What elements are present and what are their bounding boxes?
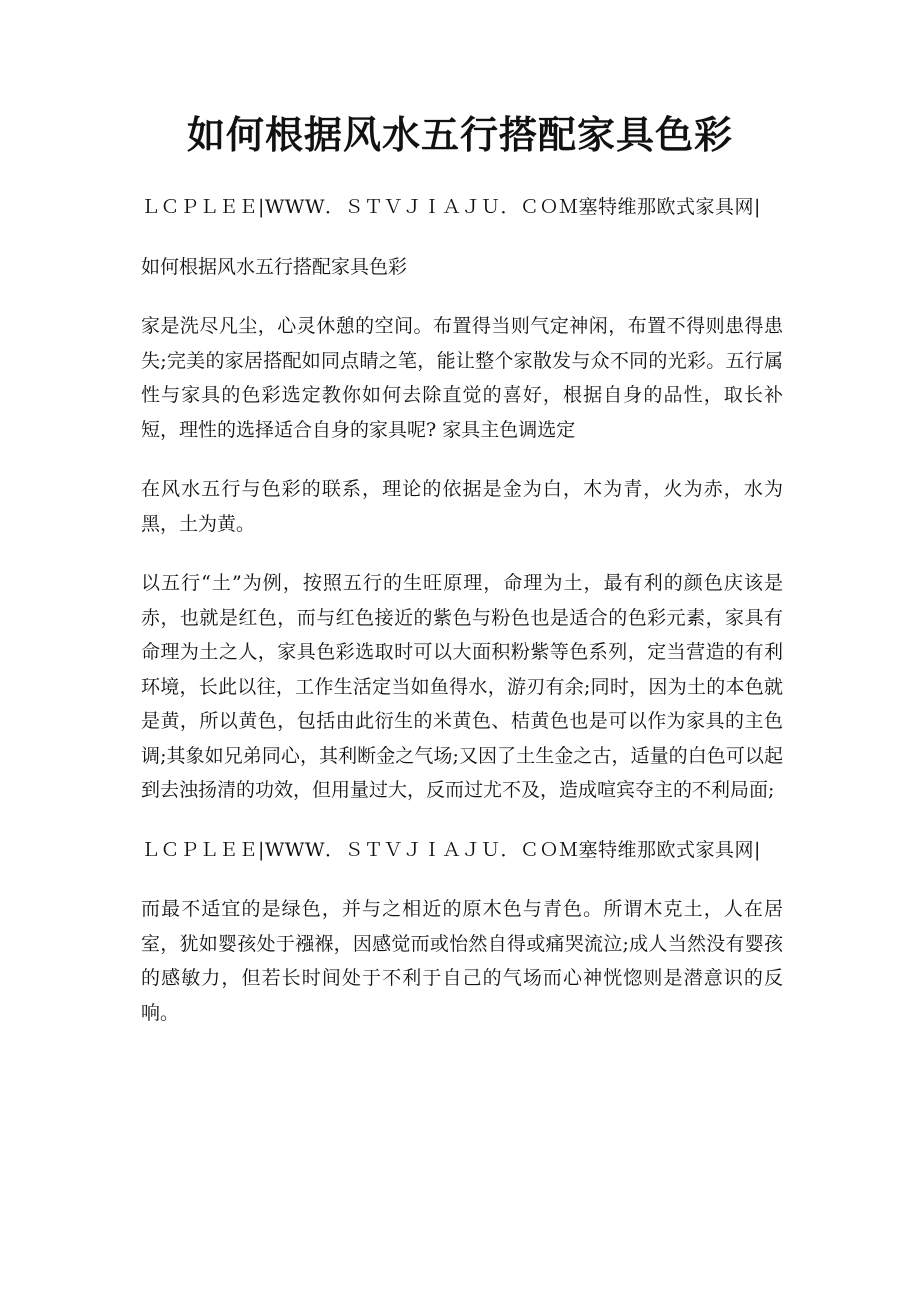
site-header-line: ＬＣＰＬＥＥ|WWW．ＳＴＶＪＩＡＪＵ．ＣＯＭ塞特维那欧式家具网|	[141, 196, 761, 218]
site-header-line-repeat: ＬＣＰＬＥＥ|WWW．ＳＴＶＪＩＡＪＵ．ＣＯＭ塞特维那欧式家具网|	[141, 838, 761, 861]
document-body	[141, 190, 783, 1055]
subtitle-paragraph: 如何根据风水五行搭配家具色彩	[141, 255, 408, 278]
unsuitable-color-paragraph: 而最不适宜的是绿色，并与之相近的原木色与青色。所谓木克土，人在居室，犹如婴孩处于襁褓，因感觉而或怡然自得或痛哭流泣;成人当然没有婴孩的感敏力，但若长时间处于不利于自己的气场而心神恍惚则是潜意识的反响。	[141, 898, 783, 1024]
intro-paragraph: 家是洗尽凡尘，心灵休憩的空间。布置得当则气定神闲，布置不得则患得患失;完美的家居搭配如同点睛之笔，能让整个家散发与众不同的光彩。五行属性与家具的色彩选定教你如何去除直觉的喜好，根据自身的品性，取长补短，理性的选择适合自身的家具呢? 家具主色调选定	[141, 315, 783, 441]
five-elements-paragraph: 在风水五行与色彩的联系，理论的依据是金为白，木为青，火为赤，水为黑，土为黄。	[141, 478, 783, 535]
document-title: 如何根据风水五行搭配家具色彩	[186, 112, 733, 157]
earth-example-paragraph: 以五行“土”为例，按照五行的生旺原理，命理为土，最有利的颜色庆该是赤，也就是红色，而与红色接近的紫色与粉色也是适合的色彩元素，家具有命理为土之人，家具色彩选取时可以大面积粉紫等色系列，定当营造的有利环境，长此以往，工作生活定当如鱼得水，游刃有余;同时，因为土的本色就是黄，所以黄色，包括由此衍生的米黄色、桔黄色也是可以作为家具的主色调;其象如兄弟同心，其利断金之气场;又因了土生金之古，适量的白色可以起到去浊扬清的功效，但用量过大，反而过尤不及，造成喧宾夺主的不利局面;	[141, 572, 783, 801]
